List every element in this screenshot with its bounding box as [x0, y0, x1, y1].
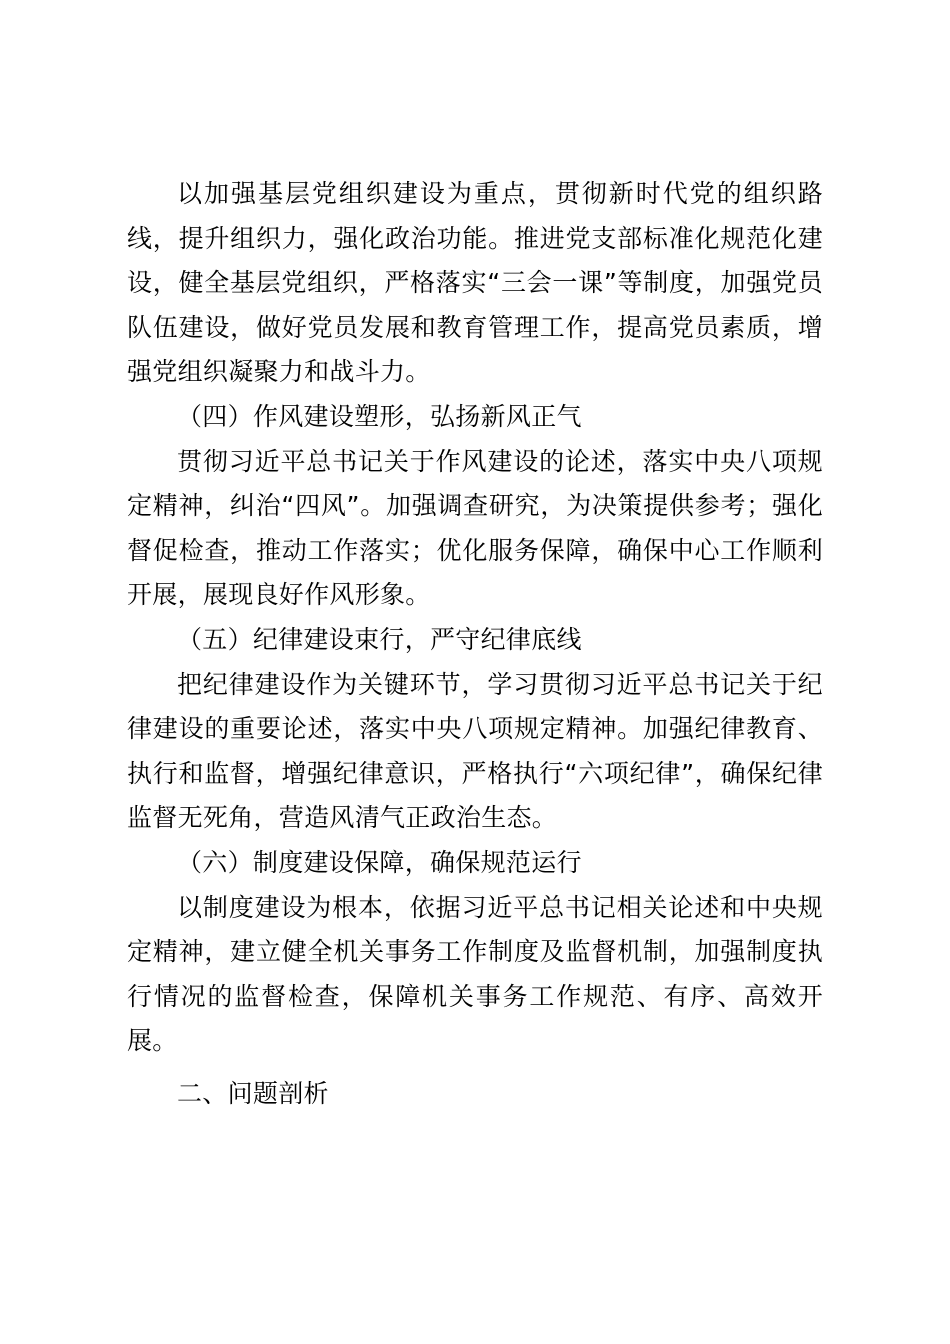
section-title-problem-analysis: 二、问题剖析 — [177, 1078, 329, 1108]
paragraph-institution: 以制度建设为根本，依据习近平总书记相关论述和中央规定精神，建立健全机关事务工作制度及监督机制，加强制度执行情况的监督检查，保障机关事务工作规范、有序、高效开展。 — [127, 892, 823, 1056]
heading-discipline: （五）纪律建设束行，严守纪律底线 — [177, 624, 582, 654]
paragraph-party-organization: 以加强基层党组织建设为重点，贯彻新时代党的组织路线，提升组织力，强化政治功能。推进党支部标准化规范化建设，健全基层党组织，严格落实“三会一课”等制度，加强党员队伍建设，做好党员发展和教育管理工作，提高党员素质，增强党组织凝聚力和战斗力。 — [127, 179, 823, 387]
document-body — [127, 172, 823, 1116]
paragraph-work-style: 贯彻习近平总书记关于作风建设的论述，落实中央八项规定精神，纠治“四风”。加强调查研究，为决策提供参考；强化督促检查，推动工作落实；优化服务保障，确保中心工作顺利开展，展现良好作风形象。 — [127, 446, 823, 610]
paragraph-discipline: 把纪律建设作为关键环节，学习贯彻习近平总书记关于纪律建设的重要论述，落实中央八项规定精神。加强纪律教育、执行和监督，增强纪律意识，严格执行“六项纪律”，确保纪律监督无死角，营造风清气正政治生态。 — [127, 669, 823, 833]
heading-work-style: （四）作风建设塑形，弘扬新风正气 — [177, 401, 582, 431]
heading-institution: （六）制度建设保障，确保规范运行 — [177, 847, 582, 877]
